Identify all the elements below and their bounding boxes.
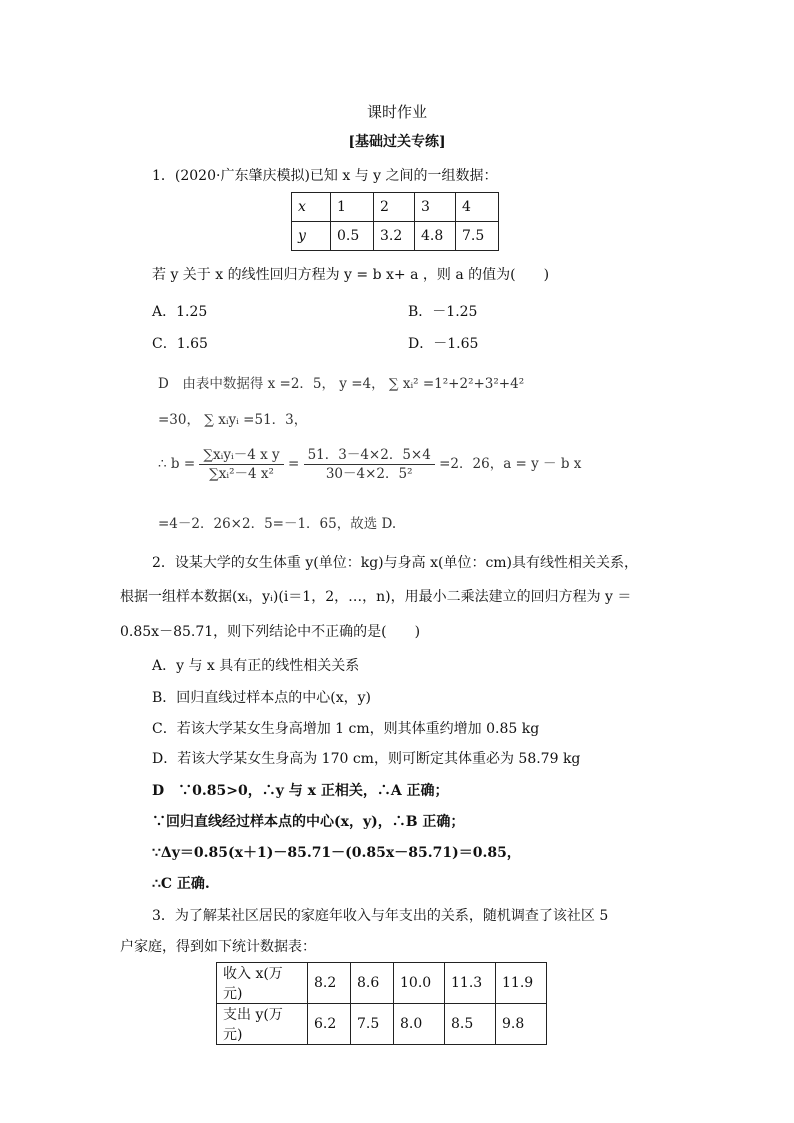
fraction-denominator: ∑xᵢ²－4 x² [209,466,274,482]
q2-solution-line4: ∴C 正确. [152,876,210,892]
fraction-denominator: 30－4×2．5² [325,466,413,482]
q2-option-d: D．若该大学某女生身高为 170 cm，则可断定其体重必为 58.79 kg [152,751,581,767]
q2-line3: 0.85x－85.71，则下列结论中不正确的是( ) [120,624,421,640]
q2-option-c: C．若该大学某女生身高增加 1 cm，则其体重约增加 0.85 kg [152,721,540,737]
table-cell: 3.2 [374,222,415,251]
table-cell: x [292,193,331,222]
table-row [292,193,499,222]
q2-solution-line3: ∵Δy＝0.85(x＋1)－85.71－(0.85x－85.71)＝0.85， [152,845,521,861]
q2-solution-line1: D ∵0.85>0，∴y 与 x 正相关，∴A 正确； [152,783,449,799]
q2-option-b: B．回归直线过样本点的中心(x，y) [152,690,372,706]
table-cell: 4.8 [415,222,456,251]
q1-solution-line2: =30， ∑ xᵢyᵢ =51．3， [158,412,308,428]
fraction [304,446,435,483]
q1-option-b: B．－1.25 [408,304,478,320]
fraction-numerator: ∑xᵢyᵢ－4 x y [199,446,283,465]
q1-option-d: D．－1.65 [408,336,479,352]
section-heading: [基础过关专练] [348,134,446,150]
table-cell: 2 [374,193,415,222]
q1-option-c: C．1.65 [152,336,208,352]
table-row [217,1004,547,1045]
table-cell: 支出 y(万元) [217,1004,308,1045]
table-cell: 8.6 [351,963,394,1004]
q2-line1: 2．设某大学的女生体重 y(单位：kg)与身高 x(单位：cm)具有线性相关关系， [152,555,639,571]
solution-text: =2．26，a = y － b x [439,456,582,472]
q3-line1: 3．为了解某社区居民的家庭年收入与年支出的关系，随机调查了该社区 5 [152,908,609,924]
table-cell: 4 [456,193,499,222]
q3-data-table [216,962,547,1045]
q1-stem: 1．(2020·广东肇庆模拟)已知 x 与 y 之间的一组数据： [152,168,498,184]
table-cell: 收入 x(万元) [217,963,308,1004]
table-cell: 11.9 [496,963,547,1004]
table-cell: 9.8 [496,1004,547,1045]
table-cell: 11.3 [445,963,496,1004]
q1-solution-line3 [158,446,581,483]
q1-solution-line1: D 由表中数据得 x =2．5， y =4， ∑ xᵢ² =1²+2²+3²+4² [158,376,525,392]
table-cell: y [292,222,331,251]
table-cell: 6.2 [308,1004,351,1045]
q2-line2: 根据一组样本数据(xᵢ，yᵢ)(i＝1，2，…，n)，用最小二乘法建立的回归方程为 y ＝ [120,589,632,605]
table-cell: 8.2 [308,963,351,1004]
table-cell: 7.5 [351,1004,394,1045]
q1-solution-line4: =4－2．26×2．5=－1．65，故选 D. [158,516,397,532]
table-cell: 1 [331,193,374,222]
solution-text: ∴ b = [158,456,196,472]
table-cell: 7.5 [456,222,499,251]
q2-option-a: A．y 与 x 具有正的线性相关关系 [152,658,360,674]
table-cell: 3 [415,193,456,222]
q1-data-table [291,192,499,251]
table-cell: 8.0 [394,1004,445,1045]
table-row [292,222,499,251]
table-cell: 10.0 [394,963,445,1004]
fraction-numerator: 51．3－4×2．5×4 [304,446,435,465]
table-row [217,963,547,1004]
q3-line2: 户家庭，得到如下统计数据表： [120,939,316,955]
fraction [199,446,283,483]
q1-option-a: A．1.25 [152,304,208,320]
q1-question: 若 y 关于 x 的线性回归方程为 y = b x+ a ，则 a 的值为( ) [152,267,550,283]
page-title: 课时作业 [366,103,427,121]
table-cell: 8.5 [445,1004,496,1045]
solution-text: = [287,456,300,472]
q2-solution-line2: ∵回归直线经过样本点的中心(x，y)，∴B 正确； [152,814,465,830]
table-cell: 0.5 [331,222,374,251]
